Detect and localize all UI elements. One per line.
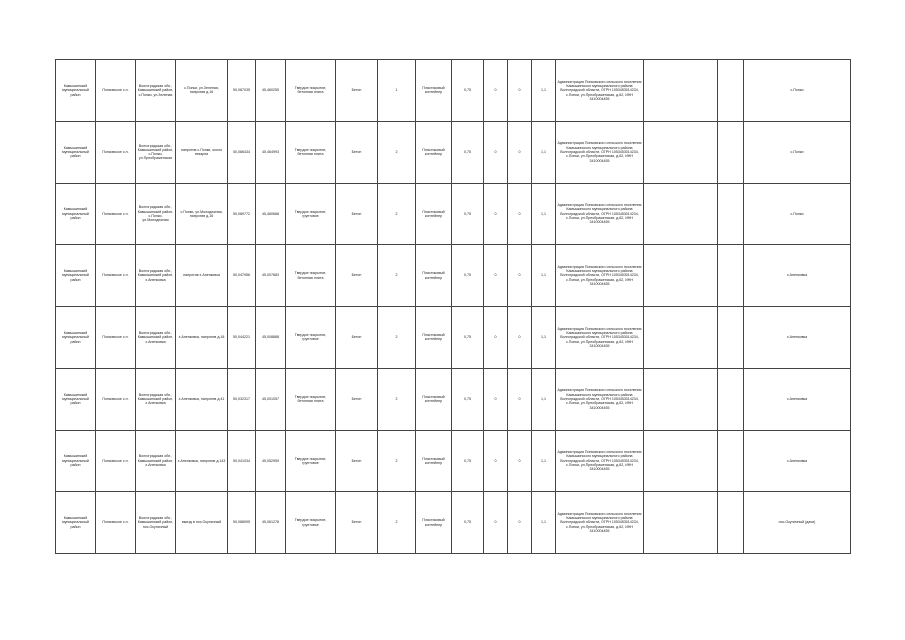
cell-lon: 45,008888	[256, 307, 286, 369]
cell-owner: Администрация Попковского сельского поселения Камышинского муниципального района Волгоградской области, ОГРН 1053453014234, с.Попки, ул.Преображенская, д.62, ИНН 3410004455	[556, 430, 644, 492]
cell-c1: 0	[484, 121, 508, 183]
cell-c2: 0	[508, 183, 532, 245]
cell-settlement: Попковское с.п.	[96, 368, 136, 430]
cell-type: Пластиковый контейнер	[416, 368, 452, 430]
cell-count: 2	[378, 368, 416, 430]
cell-district: Камышинский муниципальный район	[56, 307, 96, 369]
cell-type: Пластиковый контейнер	[416, 60, 452, 122]
cell-surface: Твердое покрытие, грунтовое	[286, 307, 336, 369]
table-row	[56, 368, 851, 430]
cell-volume: 0,75	[452, 430, 484, 492]
cell-surface: Твердое покрытие, бетонная плита	[286, 121, 336, 183]
cell-extra	[718, 245, 744, 307]
cell-volume: 0,75	[452, 60, 484, 122]
cell-settlement: Попковское с.п.	[96, 245, 136, 307]
cell-extra	[718, 307, 744, 369]
cell-c1: 0	[484, 183, 508, 245]
cell-type: Пластиковый контейнер	[416, 121, 452, 183]
cell-place: с.Попки, ул.Молодежная, напротив д.16	[176, 183, 228, 245]
cell-address: Волгоградская обл., Камышинский район, с.Попки, ул.Молодежная	[136, 183, 176, 245]
cell-lon: 45,001057	[256, 368, 286, 430]
cell-surface: Твердое покрытие, грунтовое	[286, 492, 336, 554]
cell-lon: 45,460668	[256, 183, 286, 245]
cell-c1: 0	[484, 430, 508, 492]
cell-extra	[718, 368, 744, 430]
cell-settlement-short: х.Аненковка	[744, 430, 851, 492]
cell-volume: 0,75	[452, 368, 484, 430]
cell-lat: 50,041034	[228, 430, 256, 492]
cell-volume: 0,75	[452, 492, 484, 554]
cell-address: Волгоградская обл., Камышинский район, с.Попки, ул.Преображенская	[136, 121, 176, 183]
cell-c2: 0	[508, 60, 532, 122]
waste-sites-table	[55, 59, 851, 554]
cell-volume: 0,75	[452, 307, 484, 369]
cell-settlement-short: с.Попки	[744, 121, 851, 183]
cell-volume: 0,75	[452, 245, 484, 307]
cell-lon: 45,061278	[256, 492, 286, 554]
cell-lat: 50,087035	[228, 60, 256, 122]
cell-type: Пластиковый контейнер	[416, 492, 452, 554]
cell-owner: Администрация Попковского сельского поселения Камышинского муниципального района Волгоградской области, ОГРН 1053453014234, с.Попки, ул.Преображенская, д.62, ИНН 3410004455	[556, 245, 644, 307]
table-body	[56, 60, 851, 554]
cell-type: Пластиковый контейнер	[416, 245, 452, 307]
cell-material: Бетон	[336, 245, 378, 307]
cell-district: Камышинский муниципальный район	[56, 183, 96, 245]
cell-c3: 1,1	[532, 60, 556, 122]
cell-c3: 1,1	[532, 307, 556, 369]
cell-c2: 0	[508, 492, 532, 554]
cell-c3: 1,1	[532, 121, 556, 183]
cell-c1: 0	[484, 60, 508, 122]
cell-source	[644, 430, 718, 492]
cell-material: Бетон	[336, 430, 378, 492]
cell-place: напротив х.Аненковка	[176, 245, 228, 307]
cell-count: 2	[378, 183, 416, 245]
cell-c1: 0	[484, 492, 508, 554]
cell-c3: 1,1	[532, 368, 556, 430]
cell-type: Пластиковый контейнер	[416, 307, 452, 369]
cell-c2: 0	[508, 368, 532, 430]
cell-source	[644, 368, 718, 430]
cell-c2: 0	[508, 430, 532, 492]
table-row	[56, 121, 851, 183]
cell-address: Волгоградская обл., Камышинский район, х.Аненковка	[136, 368, 176, 430]
cell-lat: 50,089772	[228, 183, 256, 245]
cell-settlement: Попковское с.п.	[96, 492, 136, 554]
cell-source	[644, 60, 718, 122]
cell-c1: 0	[484, 368, 508, 430]
cell-settlement: Попковское с.п.	[96, 430, 136, 492]
cell-source	[644, 492, 718, 554]
table-row	[56, 307, 851, 369]
cell-count: 2	[378, 492, 416, 554]
cell-type: Пластиковый контейнер	[416, 183, 452, 245]
cell-c3: 1,1	[532, 492, 556, 554]
cell-lon: 45,464993	[256, 121, 286, 183]
cell-district: Камышинский муниципальный район	[56, 430, 96, 492]
cell-settlement-short: пос.Окуничный (дачи)	[744, 492, 851, 554]
cell-source	[644, 245, 718, 307]
cell-count: 1	[378, 60, 416, 122]
cell-extra	[718, 492, 744, 554]
cell-owner: Администрация Попковского сельского поселения Камышинского муниципального района Волгоградской области, ОГРН 1053453014234, с.Попки, ул.Преображенская, д.62, ИНН 3410004455	[556, 60, 644, 122]
cell-surface: Твердое покрытие, бетонная плита	[286, 245, 336, 307]
cell-source	[644, 307, 718, 369]
cell-material: Бетон	[336, 368, 378, 430]
table-row	[56, 492, 851, 554]
cell-address: Волгоградская обл., Камышинский район, х.Аненковка	[136, 245, 176, 307]
cell-district: Камышинский муниципальный район	[56, 492, 96, 554]
cell-owner: Администрация Попковского сельского поселения Камышинского муниципального района Волгоградской области, ОГРН 1053453014234, с.Попки, ул.Преображенская, д.62, ИНН 3410004455	[556, 492, 644, 554]
cell-owner: Администрация Попковского сельского поселения Камышинского муниципального района Волгоградской области, ОГРН 1053453014234, с.Попки, ул.Преображенская, д.62, ИНН 3410004455	[556, 183, 644, 245]
cell-c2: 0	[508, 121, 532, 183]
cell-owner: Администрация Попковского сельского поселения Камышинского муниципального района Волгоградской области, ОГРН 1053453014234, с.Попки, ул.Преображенская, д.62, ИНН 3410004455	[556, 307, 644, 369]
cell-c2: 0	[508, 307, 532, 369]
cell-volume: 0,75	[452, 183, 484, 245]
cell-surface: Твердое покрытие, грунтовое	[286, 430, 336, 492]
cell-material: Бетон	[336, 183, 378, 245]
cell-type: Пластиковый контейнер	[416, 430, 452, 492]
table-row	[56, 183, 851, 245]
cell-count: 2	[378, 121, 416, 183]
cell-address: Волгоградская обл., Камышинский район, х.Аненковка	[136, 307, 176, 369]
cell-district: Камышинский муниципальный район	[56, 368, 96, 430]
cell-material: Бетон	[336, 307, 378, 369]
cell-district: Камышинский муниципальный район	[56, 245, 96, 307]
cell-settlement-short: с.Попки	[744, 183, 851, 245]
cell-source	[644, 183, 718, 245]
cell-settlement-short: с.Попки	[744, 60, 851, 122]
cell-c1: 0	[484, 245, 508, 307]
cell-extra	[718, 183, 744, 245]
cell-place: х.Аненковка, напротив д.143	[176, 430, 228, 492]
cell-c3: 1,1	[532, 183, 556, 245]
cell-settlement: Попковское с.п.	[96, 121, 136, 183]
cell-settlement: Попковское с.п.	[96, 60, 136, 122]
cell-c3: 1,1	[532, 245, 556, 307]
cell-settlement-short: х.Аненковка	[744, 307, 851, 369]
cell-owner: Администрация Попковского сельского поселения Камышинского муниципального района Волгоградской области, ОГРН 1053453014234, с.Попки, ул.Преображенская, д.62, ИНН 3410004455	[556, 121, 644, 183]
cell-lat: 50,032317	[228, 368, 256, 430]
cell-source	[644, 121, 718, 183]
cell-owner: Администрация Попковского сельского поселения Камышинского муниципального района Волгоградской области, ОГРН 1053453014234, с.Попки, ул.Преображенская, д.62, ИНН 3410004455	[556, 368, 644, 430]
cell-c3: 1,1	[532, 430, 556, 492]
cell-surface: Твердое покрытие, бетонная плита	[286, 60, 336, 122]
cell-district: Камышинский муниципальный район	[56, 121, 96, 183]
cell-lat: 50,044221	[228, 307, 256, 369]
cell-lat: 50,088095	[228, 492, 256, 554]
cell-settlement: Попковское с.п.	[96, 307, 136, 369]
cell-district: Камышинский муниципальный район	[56, 60, 96, 122]
cell-surface: Твердое покрытие, грунтовое	[286, 183, 336, 245]
cell-c1: 0	[484, 307, 508, 369]
cell-lon: 45,007683	[256, 245, 286, 307]
cell-count: 2	[378, 307, 416, 369]
cell-place: с.Попки, ул.Зеленая, напротив д.16	[176, 60, 228, 122]
cell-place: х.Аненковка, напротив д.18	[176, 307, 228, 369]
cell-count: 2	[378, 245, 416, 307]
cell-settlement-short: х.Аненковка	[744, 245, 851, 307]
cell-count: 2	[378, 430, 416, 492]
cell-lon: 45,052959	[256, 430, 286, 492]
cell-settlement: Попковское с.п.	[96, 183, 136, 245]
cell-material: Бетон	[336, 121, 378, 183]
table-row	[56, 245, 851, 307]
cell-lon: 45,460255	[256, 60, 286, 122]
cell-extra	[718, 430, 744, 492]
table-row	[56, 60, 851, 122]
cell-place: напротив с.Попки, около пекарни	[176, 121, 228, 183]
cell-address: Волгоградская обл., Камышинский район, с.Попки, ул.Зеленая	[136, 60, 176, 122]
cell-volume: 0,75	[452, 121, 484, 183]
cell-address: Волгоградская обл., Камышинский район, х.Аненковка	[136, 430, 176, 492]
cell-address: Волгоградская обл., Камышинский район, пос.Окуничный	[136, 492, 176, 554]
cell-surface: Твердое покрытие, бетонная плита	[286, 368, 336, 430]
cell-material: Бетон	[336, 60, 378, 122]
cell-place: выезд в пос.Окуничный	[176, 492, 228, 554]
cell-c2: 0	[508, 245, 532, 307]
cell-place: х.Аненковка, напротив д.41	[176, 368, 228, 430]
cell-settlement-short: х.Аненковка	[744, 368, 851, 430]
cell-lat: 50,047956	[228, 245, 256, 307]
cell-material: Бетон	[336, 492, 378, 554]
table-row	[56, 430, 851, 492]
cell-extra	[718, 60, 744, 122]
cell-extra	[718, 121, 744, 183]
cell-lat: 50,086434	[228, 121, 256, 183]
